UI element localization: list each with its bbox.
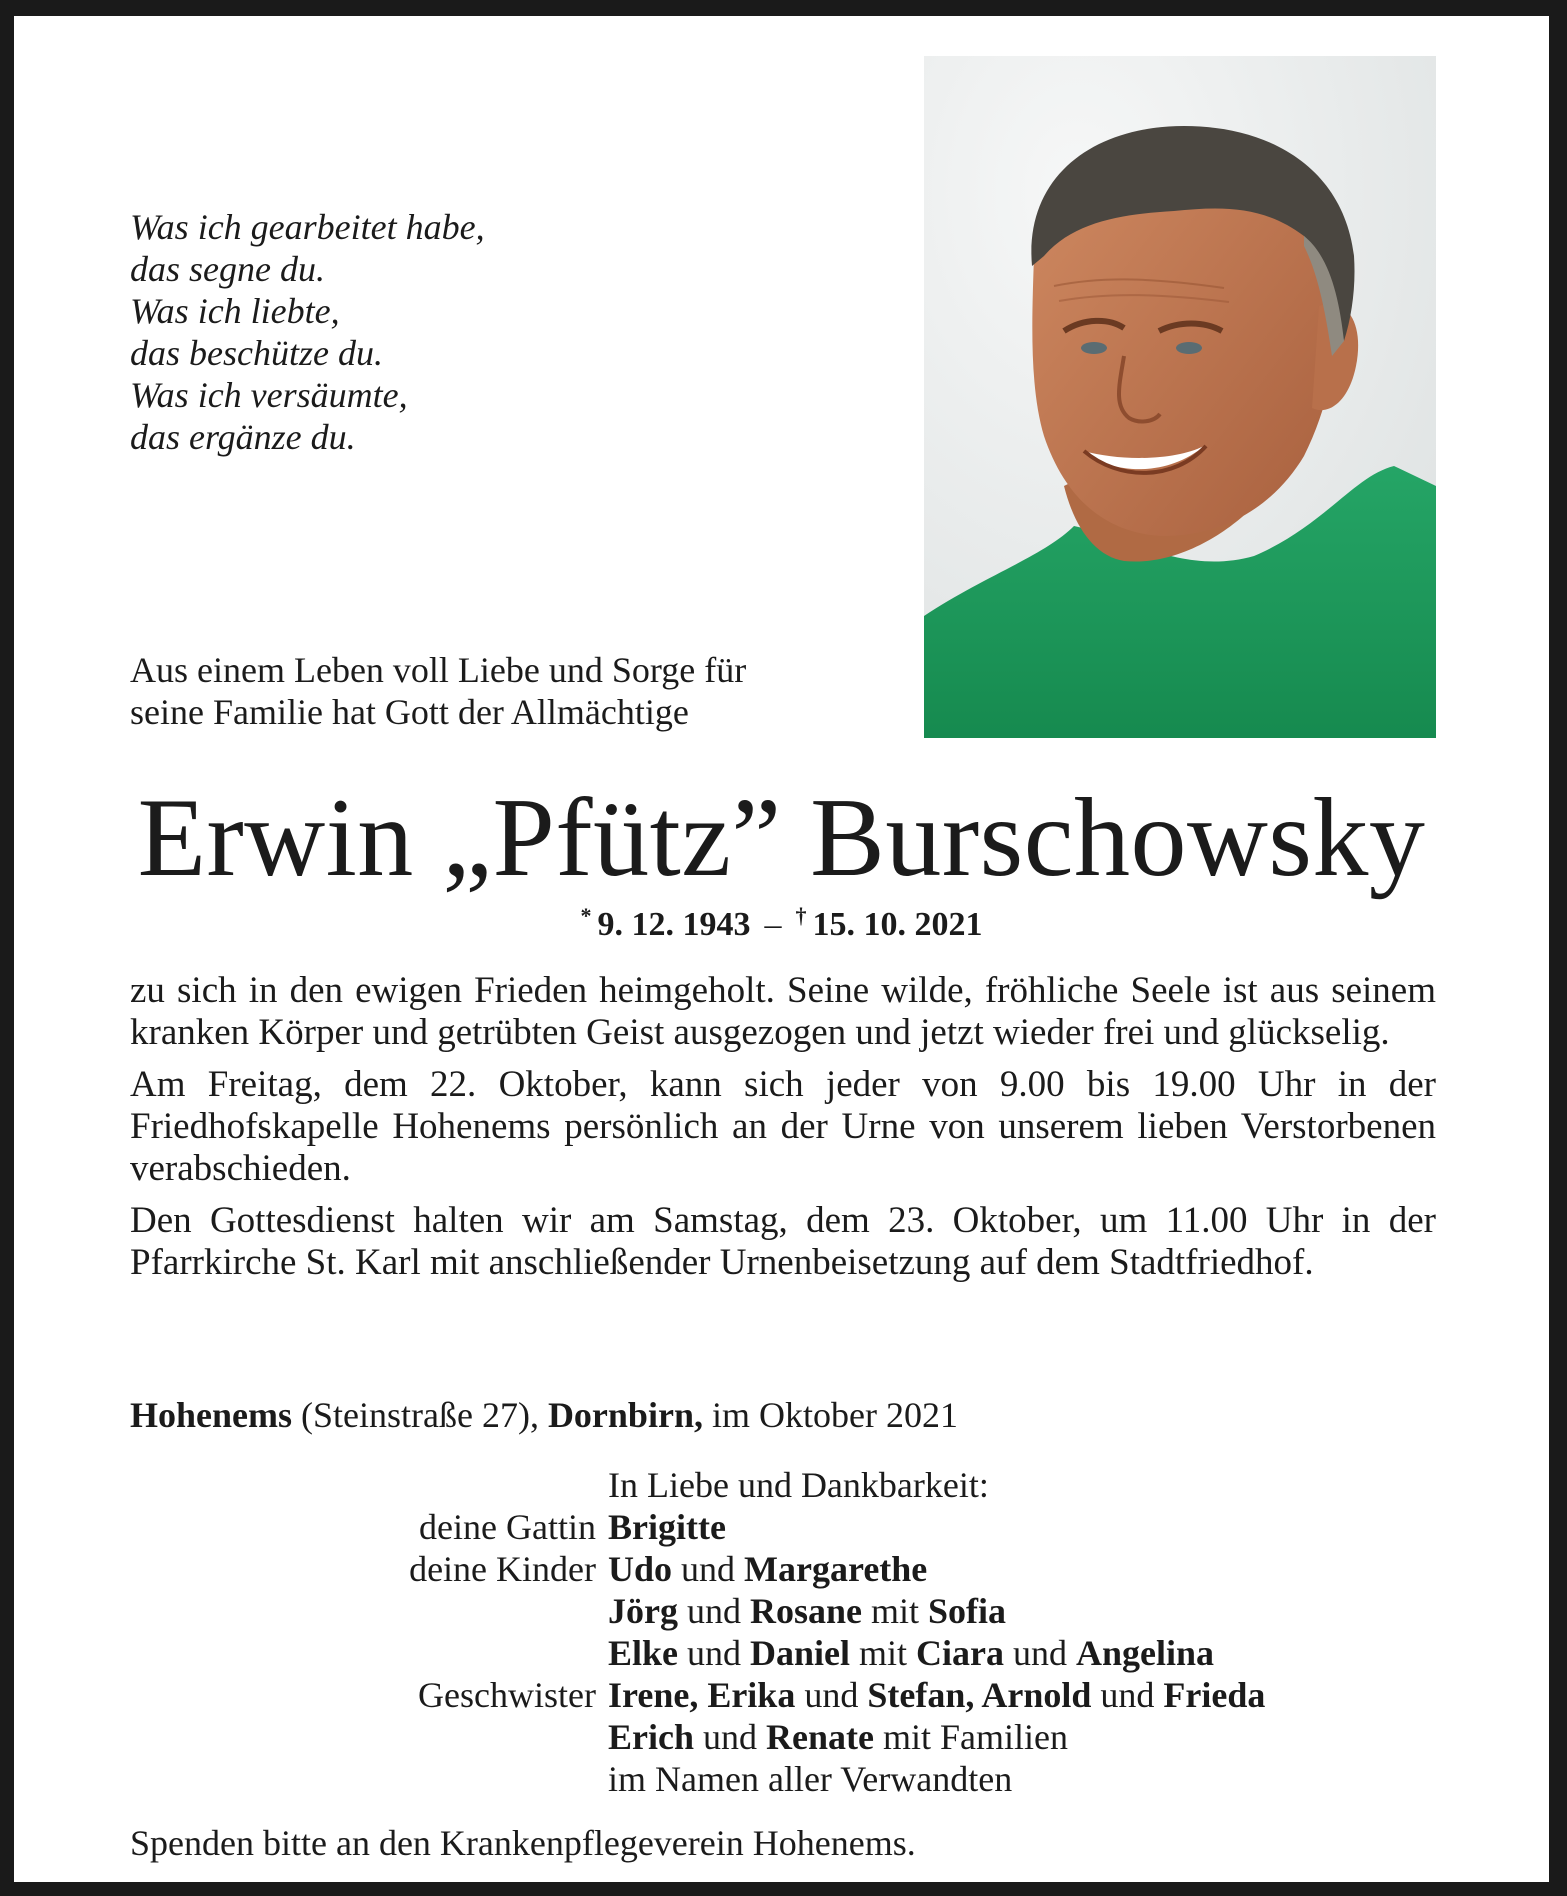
place-and-date — [130, 1394, 1436, 1436]
siblings-row: Erich und Renate mit Familien — [608, 1717, 1068, 1757]
mourners-list — [130, 1464, 1436, 1800]
intro-line: seine Familie hat Gott der Allmächtige — [130, 692, 689, 732]
child-name: Rosane — [749, 1591, 862, 1631]
address: (Steinstraße 27), — [292, 1395, 548, 1435]
spouse-name: Brigitte — [608, 1507, 726, 1547]
child-name: Elke — [608, 1633, 679, 1673]
city-hohenems: Hohenems — [130, 1395, 292, 1435]
sibling-name: Renate — [766, 1717, 874, 1757]
verse-line: Was ich liebte, — [130, 291, 340, 331]
deceased-name: Erwin „Pfütz” Burschowsky — [137, 776, 1426, 900]
verse-line: das ergänze du. — [130, 417, 356, 457]
grandchild-name: Ciara — [916, 1633, 1005, 1673]
donation-note: Spenden bitte an den Krankenpflegeverein Hohenems. — [130, 1823, 916, 1863]
sibling-name: Frieda — [1163, 1675, 1266, 1715]
child-name: Udo — [608, 1549, 673, 1589]
children-label: deine Kinder — [409, 1549, 596, 1589]
children-row: Jörg und Rosane mit Sofia — [608, 1591, 1007, 1631]
child-name: Daniel — [750, 1633, 851, 1673]
verse-line: Was ich gearbeitet habe, — [130, 207, 485, 247]
mourners-heading-row — [130, 1464, 1436, 1506]
announcement-body — [130, 970, 1436, 1294]
child-name: Jörg — [608, 1591, 678, 1631]
paragraph-passing: zu sich in den ewigen Frieden heimgeholt. Seine wilde, fröhliche Seele ist aus seinem kranken Körper und getrübten Geist ausgezogen und jetzt wieder frei und glückselig. — [130, 970, 1436, 1053]
birth-symbol: * — [580, 903, 592, 928]
grandchild-name: Sofia — [928, 1591, 1007, 1631]
life-dates — [54, 896, 1509, 945]
siblings-row: Geschwister Irene, Erika und Stefan, Arnold und Frieda — [130, 1674, 1436, 1716]
portrait-photo — [924, 56, 1436, 738]
child-name: Margarethe — [744, 1549, 928, 1589]
spouse-row — [130, 1506, 1436, 1548]
sibling-name: Stefan, Arnold — [867, 1675, 1092, 1715]
spouse-label: deine Gattin — [419, 1507, 596, 1547]
paragraph-farewell: Am Freitag, dem 22. Oktober, kann sich jeder von 9.00 bis 19.00 Uhr in der Friedhofskapelle Hohenems persönlich an der Urne von unserem lieben Verstorbenen verabschieden. — [130, 1064, 1436, 1189]
month-year: im Oktober 2021 — [702, 1395, 958, 1435]
closing-row — [130, 1758, 1436, 1800]
memorial-verse — [130, 206, 650, 458]
sibling-name: Erich — [608, 1717, 694, 1757]
city-dornbirn: Dornbirn, — [547, 1395, 703, 1435]
sibling-name: Irene, Erika — [608, 1675, 796, 1715]
verse-line: das segne du. — [130, 249, 325, 289]
paragraph-service: Den Gottesdienst halten wir am Samstag, dem 23. Oktober, um 11.00 Uhr in der Pfarrkirche St. Karl mit anschließender Urnenbeisetzung auf dem Stadtfriedhof. — [130, 1200, 1436, 1283]
obituary-page — [14, 16, 1549, 1882]
death-date: 15. 10. 2021 — [812, 906, 983, 943]
verse-line: Was ich versäumte, — [130, 375, 408, 415]
mourners-heading: In Liebe und Dankbarkeit: — [608, 1465, 989, 1505]
siblings-label: Geschwister — [418, 1675, 596, 1715]
children-row: deine Kinder Udo und Margarethe — [130, 1548, 1436, 1590]
portrait-illustration — [924, 56, 1436, 738]
children-row: Elke und Daniel mit Ciara und Angelina — [608, 1633, 1215, 1673]
grandchild-name: Angelina — [1076, 1633, 1215, 1673]
verse-line: das beschütze du. — [130, 333, 383, 373]
intro-text — [130, 649, 890, 733]
cross-symbol: † — [795, 903, 807, 928]
closing-line: im Namen aller Verwandten — [608, 1759, 1013, 1799]
date-separator: – — [764, 906, 782, 943]
birth-date: 9. 12. 1943 — [597, 906, 751, 943]
intro-line: Aus einem Leben voll Liebe und Sorge für — [130, 650, 747, 690]
